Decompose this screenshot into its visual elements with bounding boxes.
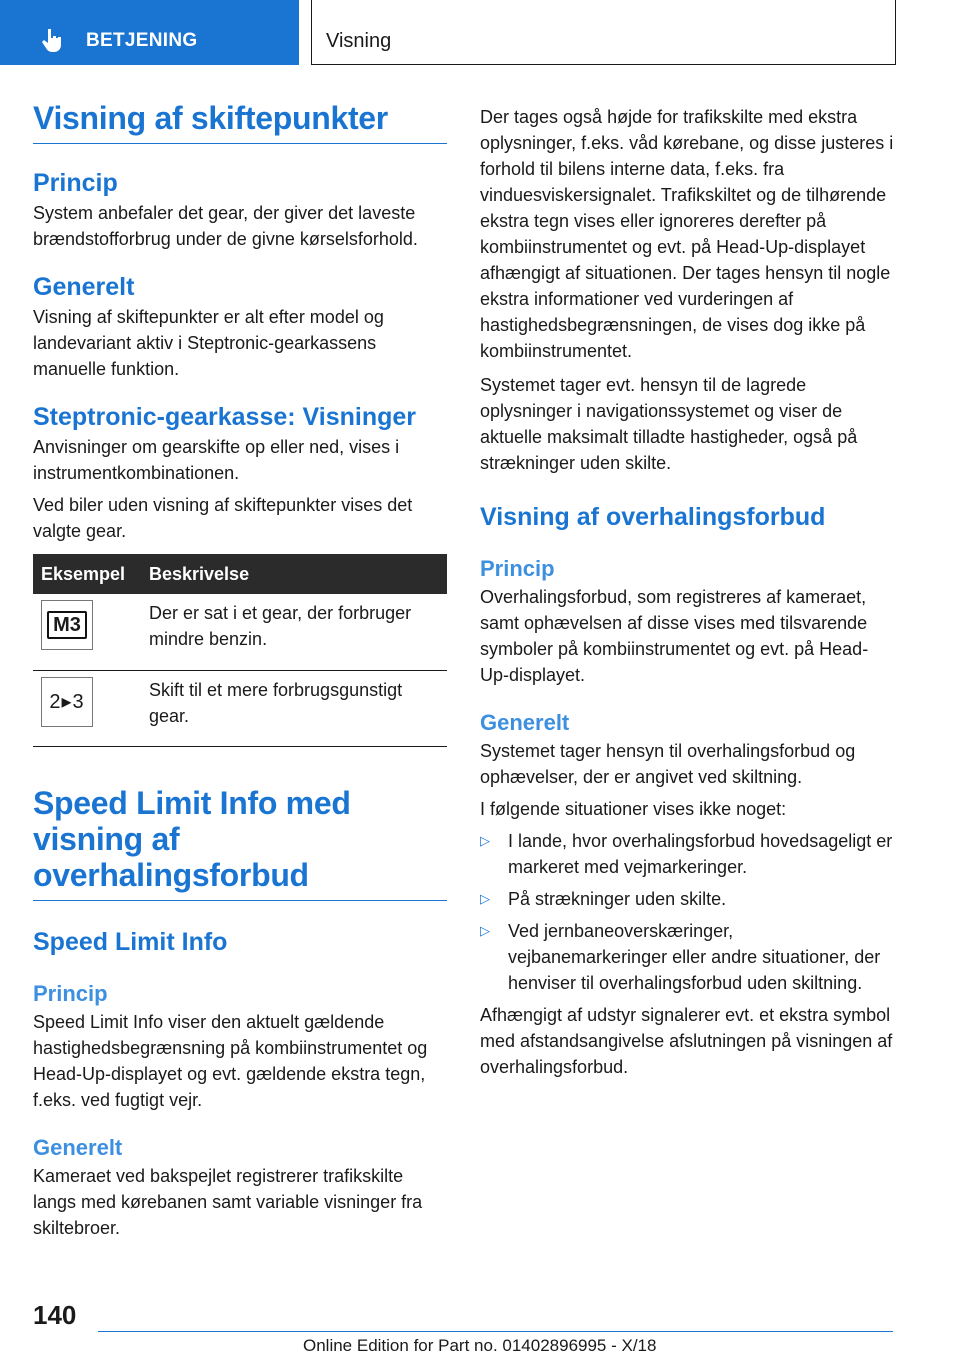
overtake-principle-text: Overhalingsforbud, som registreres af kameraet, samt ophævelsen af disse vises med tilsvarende symboler på kombiinstrumentet og evt. på Head-Up-displayet. xyxy=(480,587,869,685)
heading-steptronic: Steptronic-gearkasse: Visninger xyxy=(33,403,417,431)
list-item: ▷ I lande, hvor overhalingsforbud hovedsageligt er markeret med vejmarkeringer. xyxy=(480,828,896,880)
subsection-label: Visning xyxy=(326,30,392,52)
steptronic-text-2: Ved biler uden visning af skiftepunkter vises det valgte gear. xyxy=(33,495,413,541)
heading-shift-points: Visning af skiftepunkter xyxy=(33,100,447,144)
heading-overtake-principle: Princip xyxy=(480,556,555,581)
heading-principle: Princip xyxy=(33,169,118,197)
section-tab xyxy=(0,0,299,65)
hand-pointer-icon xyxy=(40,27,66,58)
triangle-bullet-icon: ▷ xyxy=(480,923,490,938)
right-text-1: Der tages også højde for trafikskilte med ekstra oplysninger, f.eks. våd kørebane, og disse justeres i forhold til bilens interne data, f.eks. fra vinduesviskersignalet. Trafikskiltet og de tilhørende ekstra tegn vises eller ignoreres derefter på kombiinstrumentet og evt. på Head-Up-displayet afhængigt af situationen. Der tages hensyn til nogle ekstra informationer ved vurderingen af hastighedsbegrænsningen, de vises dog ikke på kombiinstrumentet. xyxy=(480,107,894,361)
section-label: BETJENING xyxy=(86,30,198,51)
table-row xyxy=(33,670,447,746)
list-item: ▷ Ved jernbaneoverskæringer, vejbanemarkeringer eller andre situationer, der henviser til overhalingsforbud uden skiltning. xyxy=(480,918,896,996)
shift-up-symbol: 2▸3 xyxy=(41,677,93,727)
gear-m3-symbol: M3 xyxy=(41,600,93,650)
principle-text: System anbefaler det gear, der giver det laveste brændstofforbrug under de givne kørselsforhold. xyxy=(33,203,418,249)
heading-sli-general: Generelt xyxy=(33,1134,123,1160)
table-header-example: Eksempel xyxy=(33,554,141,594)
heading-overtake-general: Generelt xyxy=(480,710,570,735)
overtake-general-text-2: I følgende situationer vises ikke noget: xyxy=(480,799,787,819)
table-header-description: Beskrivelse xyxy=(141,554,447,594)
edition-text: Online Edition for Part no. 01402896995 - X/18 xyxy=(303,1336,657,1355)
table-row xyxy=(33,594,447,670)
triangle-bullet-icon: ▷ xyxy=(480,891,490,906)
table-cell-description: Skift til et mere forbrugsgunstigt gear. xyxy=(141,670,447,746)
situation-list xyxy=(480,828,896,996)
list-item: ▷ På strækninger uden skilte. xyxy=(480,886,896,912)
heading-overtake: Visning af overhalingsforbud xyxy=(480,503,826,531)
right-text-2: Systemet tager evt. hensyn til de lagrede oplysninger i navigationssystemet og viser de aktuelle maksimalt tilladte hastigheder, også på strækninger uden skilte. xyxy=(480,375,858,473)
triangle-bullet-icon: ▷ xyxy=(480,833,490,848)
heading-general: Generelt xyxy=(33,273,135,301)
table-cell-description: Der er sat i et gear, der forbruger mindre benzin. xyxy=(141,594,447,670)
heading-sli: Speed Limit Info xyxy=(33,927,228,956)
page-number: 140 xyxy=(33,1300,77,1330)
general-text: Visning af skiftepunkter er alt efter model og landevariant aktiv i Steptronic-gearkassens manuelle funktion. xyxy=(33,307,384,379)
steptronic-text-1: Anvisninger om gearskifte op eller ned, vises i instrumentkombinationen. xyxy=(33,437,400,483)
subsection-box xyxy=(311,0,896,65)
right-column xyxy=(480,104,896,1080)
sli-general-text: Kameraet ved bakspejlet registrerer trafikskilte langs med kørebanen samt variable visninger fra skiltebroer. xyxy=(33,1165,423,1238)
heading-speed-limit: Speed Limit Info med visning af overhalingsforbud xyxy=(33,785,447,901)
left-column xyxy=(33,100,447,1241)
overtake-general-text-1: Systemet tager hensyn til overhalingsforbud og ophævelser, der er angivet ved skiltning. xyxy=(480,741,856,787)
closing-text: Afhængigt af udstyr signalerer evt. et ekstra symbol med afstandsangivelse afslutningen på visningen af overhalingsforbud. xyxy=(480,1005,893,1077)
footer-divider xyxy=(98,1331,893,1332)
sli-principle-text: Speed Limit Info viser den aktuelt gældende hastighedsbegrænsning på kombiinstrumentet og Head-Up-displayet og evt. gældende ekstra tegn, f.eks. ved fugtigt vejr. xyxy=(33,1011,428,1110)
heading-sli-principle: Princip xyxy=(33,980,108,1006)
example-table xyxy=(33,554,447,747)
